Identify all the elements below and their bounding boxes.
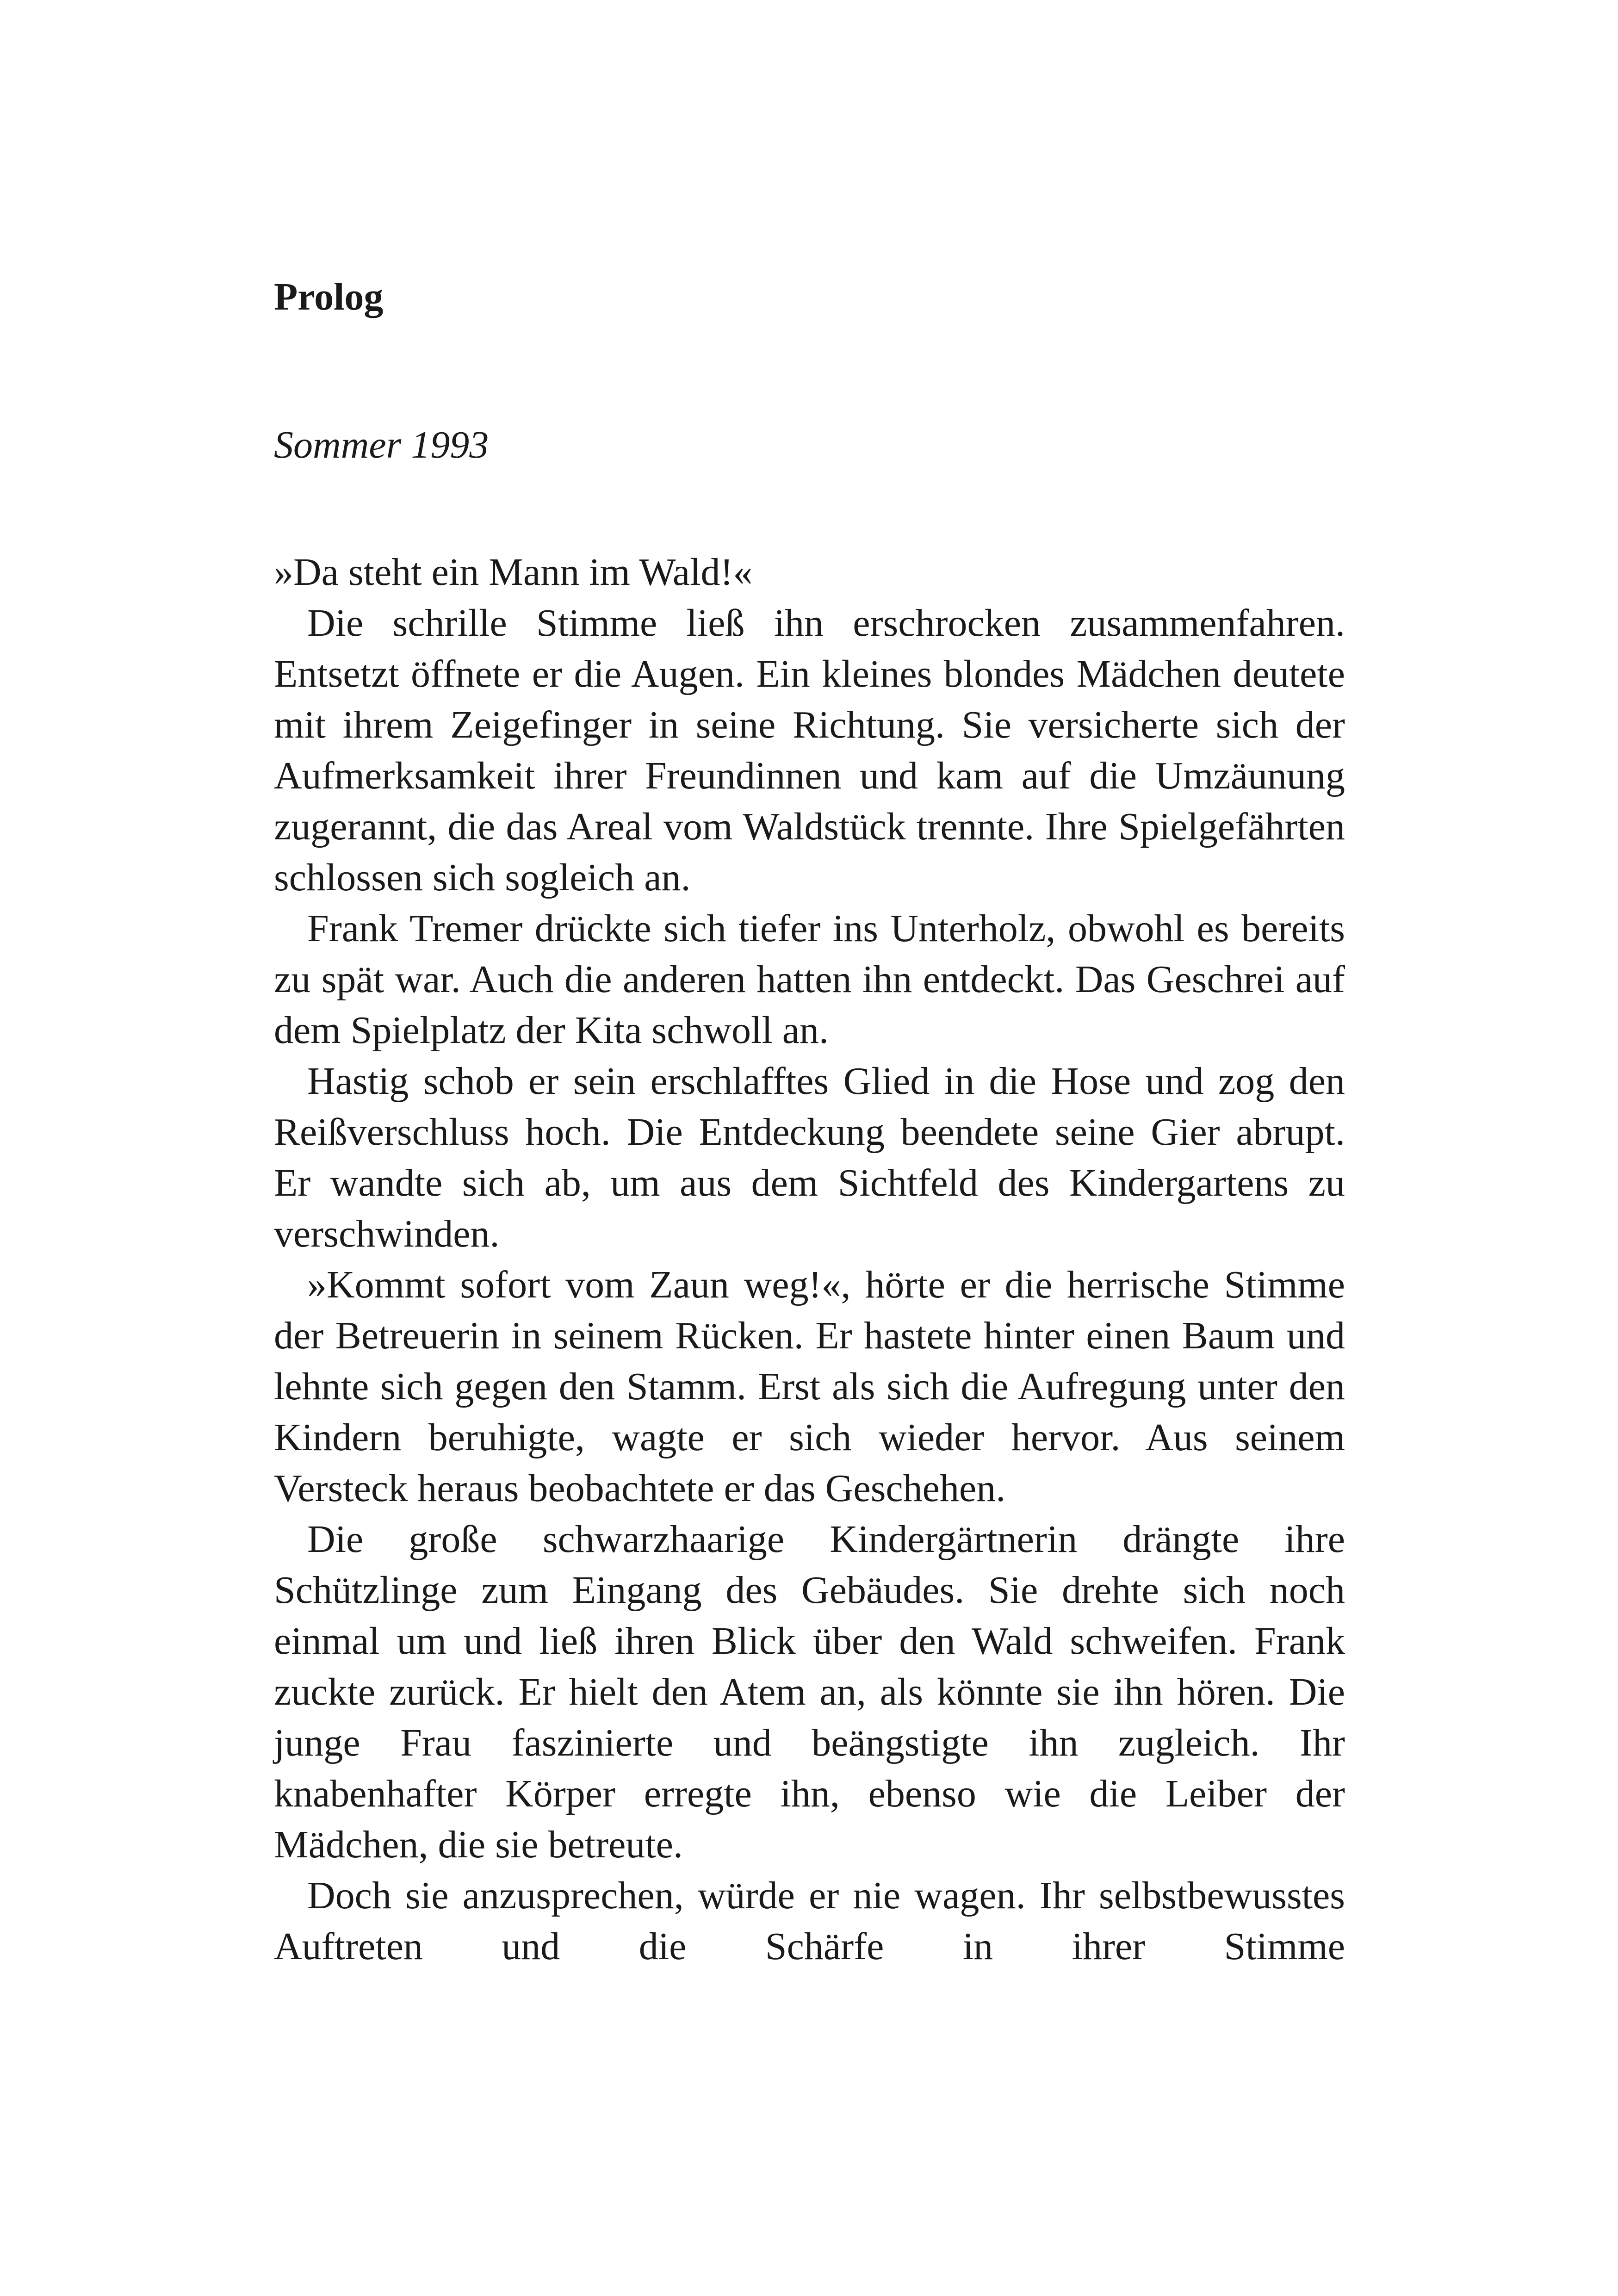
paragraph: Hastig schob er sein erschlafftes Glied in die Hose und zog den Reißverschluss hoch. Die Entdeckung beendete seine Gier abrupt. Er wandte sich ab, um aus dem Sichtfeld des Kindergartens zu verschwinden. <box>274 1060 1345 1255</box>
paragraph: »Kommt sofort vom Zaun weg!«, hörte er die herrische Stimme der Betreuerin in seinem Rücken. Er hastete hinter einen Baum und lehnte sich gegen den Stamm. Erst als sich die Aufregung unter den Kindern beruhigte, wagte er sich wieder hervor. Aus seinem Versteck heraus beobachtete er das Geschehen. <box>274 1263 1345 1510</box>
chapter-date: Sommer 1993 <box>274 423 489 466</box>
paragraph: Doch sie anzusprechen, würde er nie wagen. Ihr selbstbewusstes Auftreten und die Schärfe in ihrer Stimme <box>274 1874 1345 1968</box>
chapter-title: Prolog <box>274 275 384 318</box>
paragraph: Die große schwarzhaarige Kindergärtnerin drängte ihre Schützlinge zum Eingang des Gebäudes. Sie drehte sich noch einmal um und ließ ihren Blick über den Wald schweifen. Frank zuckte zurück. Er hielt den Atem an, als könnte sie ihn hören. Die junge Frau faszinierte und beängstigte ihn zugleich. Ihr knabenhafter Körper erregte ihn, ebenso wie die Leiber der Mädchen, die sie betreute. <box>274 1518 1345 1866</box>
body-text <box>274 547 1345 1972</box>
paragraph: Frank Tremer drückte sich tiefer ins Unterholz, obwohl es bereits zu spät war. Auch die anderen hatten ihn entdeckt. Das Geschrei auf dem Spielplatz der Kita schwoll an. <box>274 907 1345 1052</box>
document-page <box>274 275 1345 1972</box>
paragraph: Die schrille Stimme ließ ihn erschrocken zusammenfahren. Entsetzt öffnete er die Augen. Ein kleines blondes Mädchen deutete mit ihrem Zeigefinger in seine Richtung. Sie versicherte sich der Aufmerksamkeit ihrer Freundinnen und kam auf die Umzäunung zugerannt, die das Areal vom Waldstück trennte. Ihre Spielgefährten schlossen sich sogleich an. <box>274 602 1345 899</box>
paragraph: »Da steht ein Mann im Wald!« <box>274 551 753 594</box>
